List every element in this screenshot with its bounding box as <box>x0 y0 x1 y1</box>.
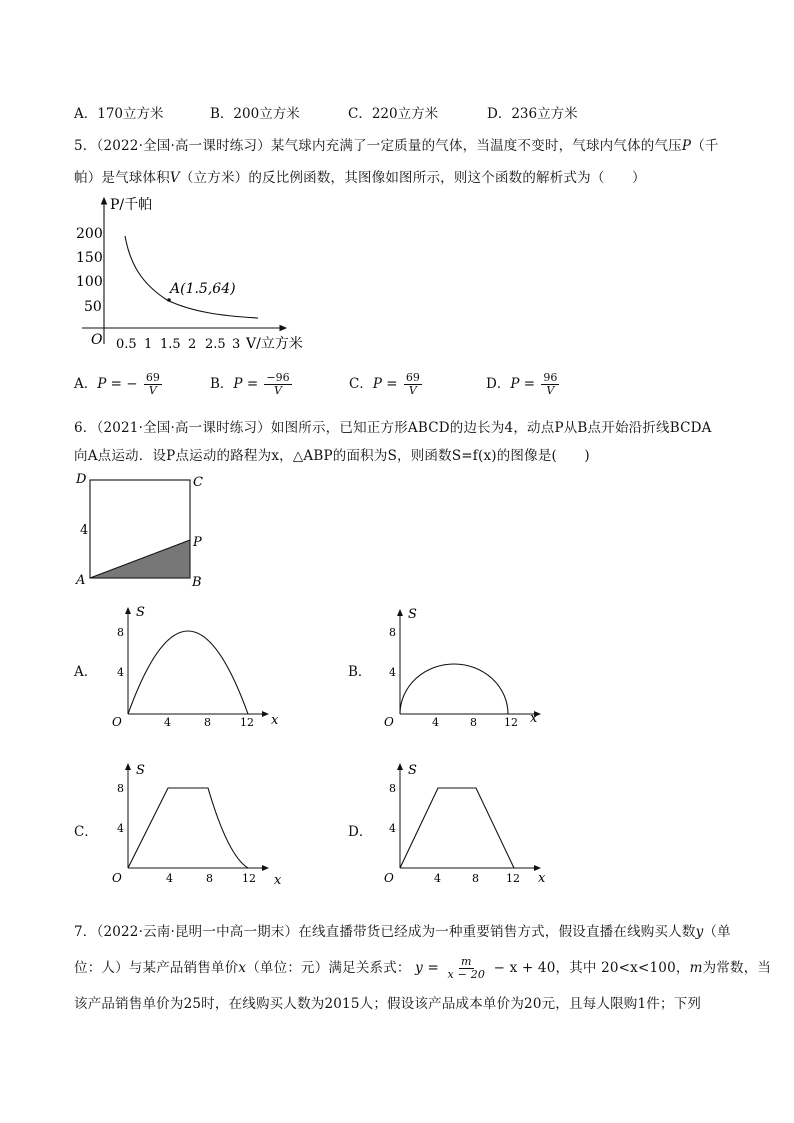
q6c-x-label: x <box>274 873 282 888</box>
q5-xtick-2: 2 <box>188 337 197 352</box>
q5-point-a <box>167 298 171 302</box>
q5-option-d[interactable]: D．P = $\frac{96}{V}$ <box>486 371 558 397</box>
q5-y-label: P/千帕 <box>110 197 153 213</box>
q6-option-d-graph[interactable] <box>380 760 560 890</box>
q6a-xtick-8: 8 <box>204 716 211 729</box>
q6a-curve <box>128 631 248 714</box>
q6d-ytick-4: 4 <box>389 822 396 835</box>
q6c-xtick-8: 8 <box>206 872 213 885</box>
q6c-origin: O <box>112 871 122 885</box>
q5-x-label: V/立方米 <box>246 336 303 352</box>
q6d-origin: O <box>384 871 394 885</box>
q6-option-c-graph[interactable] <box>108 760 288 890</box>
q6-label-d: D <box>76 472 87 487</box>
q6-label-c: C <box>193 475 203 490</box>
q6b-semicircle <box>400 664 508 714</box>
q6b-ytick-8: 8 <box>389 626 396 639</box>
q4-option-c[interactable]: C．220立方米 <box>348 106 439 122</box>
q6-label-a: A <box>76 573 86 588</box>
q5-ytick-50: 50 <box>84 299 102 315</box>
q6-stem-line2: 向A点运动．设P点运动的路程为x，△ABP的面积为S，则函数S=f(x)的图像是( ) <box>74 448 590 464</box>
q6d-curve <box>400 788 514 868</box>
q6-option-a-graph[interactable] <box>108 600 288 735</box>
q7-stem-line2: 位：人）与某产品销售单价x（单位：元）满足关系式： y = $\frac{m}{x - 20}$ − x + 40，其中 20<x<100，m为常数，当 <box>74 955 772 981</box>
q6-option-b-graph[interactable] <box>380 604 560 734</box>
q5-option-b[interactable]: B．P = $\frac{-96}{V}$ <box>210 371 290 397</box>
q6d-x-label: x <box>538 871 546 886</box>
q7-stem-line1: 7．（2022·云南·昆明一中高一期末）在线直播带货已经成为一种重要销售方式，假设直播在线购买人数y（单 <box>74 924 731 940</box>
q4-option-a[interactable]: A．170立方米 <box>74 106 164 122</box>
q6-square-figure <box>72 470 212 590</box>
q6a-ytick-4: 4 <box>117 666 124 679</box>
q6d-ytick-8: 8 <box>389 782 396 795</box>
q6-option-d-letter[interactable]: D． <box>348 824 373 840</box>
q6c-xtick-12: 12 <box>242 872 256 885</box>
q5-stem-line1: 5．（2022·全国·高一课时练习）某气球内充满了一定质量的气体，当温度不变时，气球内气体的气压P（千 <box>74 138 719 154</box>
q6b-xtick-12: 12 <box>504 716 518 729</box>
q5-xtick-2.5: 2.5 <box>205 337 226 352</box>
q6d-s-label: S <box>408 763 417 778</box>
q6-option-b-letter[interactable]: B． <box>348 664 372 680</box>
q6a-origin: O <box>112 715 122 729</box>
q4-option-b[interactable]: B．200立方米 <box>210 106 300 122</box>
q6b-s-label: S <box>408 607 417 622</box>
q6-stem-line1: 6．（2021·全国·高一课时练习）如图所示，已知正方形ABCD的边长为4，动点P从B点开始沿折线BCDA <box>74 420 712 436</box>
q6a-xtick-12: 12 <box>240 716 254 729</box>
q5-ytick-150: 150 <box>76 250 103 266</box>
q6c-curve <box>128 788 248 868</box>
q6a-s-label: S <box>136 605 145 620</box>
q5-ytick-200: 200 <box>76 226 103 242</box>
q4-option-d[interactable]: D．236立方米 <box>487 106 578 122</box>
q5-xtick-3: 3 <box>232 337 241 352</box>
q6-label-b: B <box>192 575 202 590</box>
q6-option-a-letter[interactable]: A． <box>74 664 98 680</box>
q5-curve <box>125 236 258 318</box>
q6c-ytick-8: 8 <box>117 782 124 795</box>
q5-origin: O <box>91 332 103 348</box>
q5-xtick-1.5: 1.5 <box>160 337 181 352</box>
q6c-s-label: S <box>136 763 145 778</box>
q6-label-p: P <box>193 535 202 550</box>
q6a-x-label: x <box>271 713 279 728</box>
q7-stem-line3: 该产品销售单价为25时，在线购买人数为2015人；假设该产品成本单价为20元，且每人限购1件；下列 <box>74 996 702 1012</box>
q5-xtick-0.5: 0.5 <box>116 337 137 352</box>
q6-option-c-letter[interactable]: C． <box>74 824 98 840</box>
q6c-xtick-4: 4 <box>166 872 173 885</box>
q6d-xtick-4: 4 <box>434 872 441 885</box>
q6d-xtick-12: 12 <box>506 872 520 885</box>
q5-option-a[interactable]: A．P = − $\frac{69}{V}$ <box>74 371 160 397</box>
q5-stem-line2: 帕）是气球体积V（立方米）的反比例函数，其图像如图所示，则这个函数的解析式为（ ） <box>74 170 646 186</box>
q6a-xtick-4: 4 <box>164 716 171 729</box>
q5-graph <box>72 192 322 358</box>
q6-label-side: 4 <box>80 523 89 538</box>
q6b-x-label: x <box>530 711 538 726</box>
q6b-origin: O <box>384 715 394 729</box>
q6b-xtick-4: 4 <box>432 716 439 729</box>
q5-option-c[interactable]: C．P = $\frac{69}{V}$ <box>349 371 420 397</box>
q5-ytick-100: 100 <box>76 274 103 290</box>
q5-point-label: A(1.5,64) <box>170 281 236 297</box>
q6d-xtick-8: 8 <box>472 872 479 885</box>
q6c-ytick-4: 4 <box>117 822 124 835</box>
q5-xtick-1: 1 <box>144 337 153 352</box>
q6-triangle-abp <box>90 540 190 578</box>
q6b-ytick-4: 4 <box>389 666 396 679</box>
q6b-xtick-8: 8 <box>470 716 477 729</box>
q6a-ytick-8: 8 <box>117 626 124 639</box>
